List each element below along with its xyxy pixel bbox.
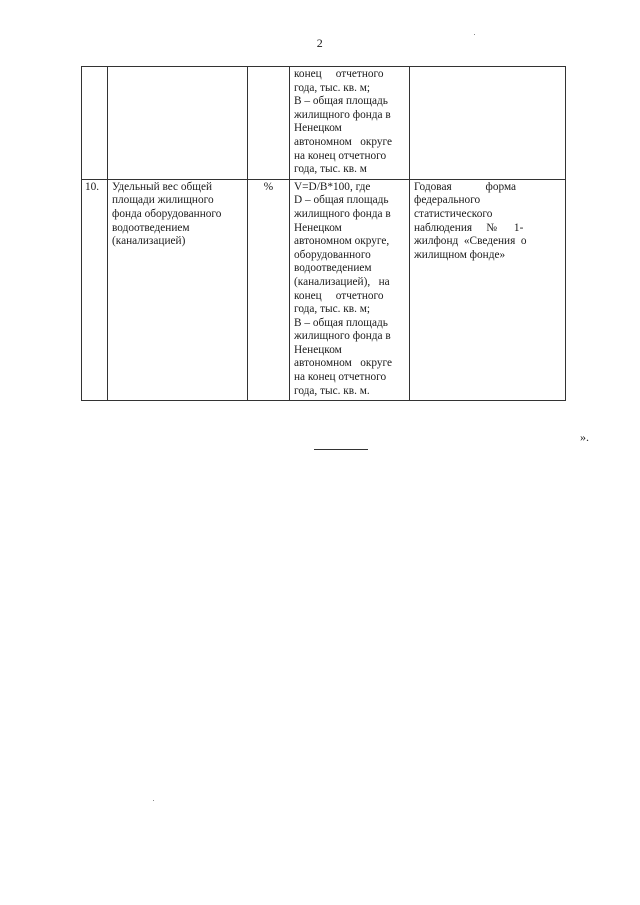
indicator-table xyxy=(81,66,566,401)
formula-line: конец отчетного xyxy=(294,289,384,302)
formula-line: (канализацией), на xyxy=(294,275,390,288)
formula-line: на конец отчетного xyxy=(294,371,387,384)
source-line: Годовая форма xyxy=(414,180,517,193)
formula-line: оборудованного xyxy=(294,248,371,261)
formula-line: B – общая площадь xyxy=(294,316,388,329)
source-cell xyxy=(410,67,566,180)
formula-line: года, тыс. кв. м. xyxy=(294,384,370,397)
unit-cell: % xyxy=(248,179,290,401)
formula-line: водоотведением xyxy=(294,262,372,275)
table-row-continued xyxy=(82,67,566,180)
formula-cell xyxy=(290,67,410,180)
source-line: федерального xyxy=(414,194,481,207)
formula-line: конец отчетного xyxy=(294,68,384,80)
indicator-name-line: фонда оборудованного xyxy=(112,207,222,220)
formula-cell xyxy=(290,179,410,401)
formula-line: жилищного фонда в xyxy=(294,207,391,220)
separator-line xyxy=(314,449,368,450)
source-line: наблюдения № 1- xyxy=(414,221,524,234)
formula-line: жилищного фонда в xyxy=(294,108,391,121)
formula-line: на конец отчетного xyxy=(294,149,387,162)
source-line: статистического xyxy=(414,207,493,220)
indicator-name-line: водоотведением xyxy=(112,221,190,234)
formula-line: жилищного фонда в xyxy=(294,330,391,343)
formula-line: D – общая площадь xyxy=(294,194,389,207)
closing-quote-mark: ». xyxy=(580,430,589,444)
indicator-name-cell xyxy=(108,179,248,401)
formula-line: B – общая площадь xyxy=(294,95,388,108)
indicator-name-cell xyxy=(108,67,248,180)
row-number-cell xyxy=(82,67,108,180)
formula-line: Ненецком xyxy=(294,122,342,135)
scan-speck xyxy=(153,800,154,801)
formula-line: V=D/B*100, где xyxy=(294,180,371,193)
indicator-name-line: Удельный вес общей xyxy=(112,180,213,193)
source-line: жилищном фонде» xyxy=(414,248,506,261)
indicator-name-line: (канализацией) xyxy=(112,235,186,248)
formula-line: года, тыс. кв. м; xyxy=(294,81,371,94)
formula-line: автономном округе xyxy=(294,135,393,148)
formula-line: Ненецком xyxy=(294,343,342,356)
formula-line: года, тыс. кв. м xyxy=(294,163,367,176)
formula-line: года, тыс. кв. м; xyxy=(294,303,371,316)
row-number-cell: 10. xyxy=(82,179,108,401)
table-row-10 xyxy=(82,179,566,401)
formula-line: автономном округе, xyxy=(294,235,390,248)
scan-speck xyxy=(474,34,475,35)
formula-line: Ненецком xyxy=(294,221,342,234)
source-cell xyxy=(410,179,566,401)
page-number: 2 xyxy=(316,36,324,50)
source-line: жилфонд «Сведения о xyxy=(414,235,527,248)
formula-line: автономном округе xyxy=(294,357,393,370)
unit-cell xyxy=(248,67,290,180)
indicator-name-line: площади жилищного xyxy=(112,194,214,207)
